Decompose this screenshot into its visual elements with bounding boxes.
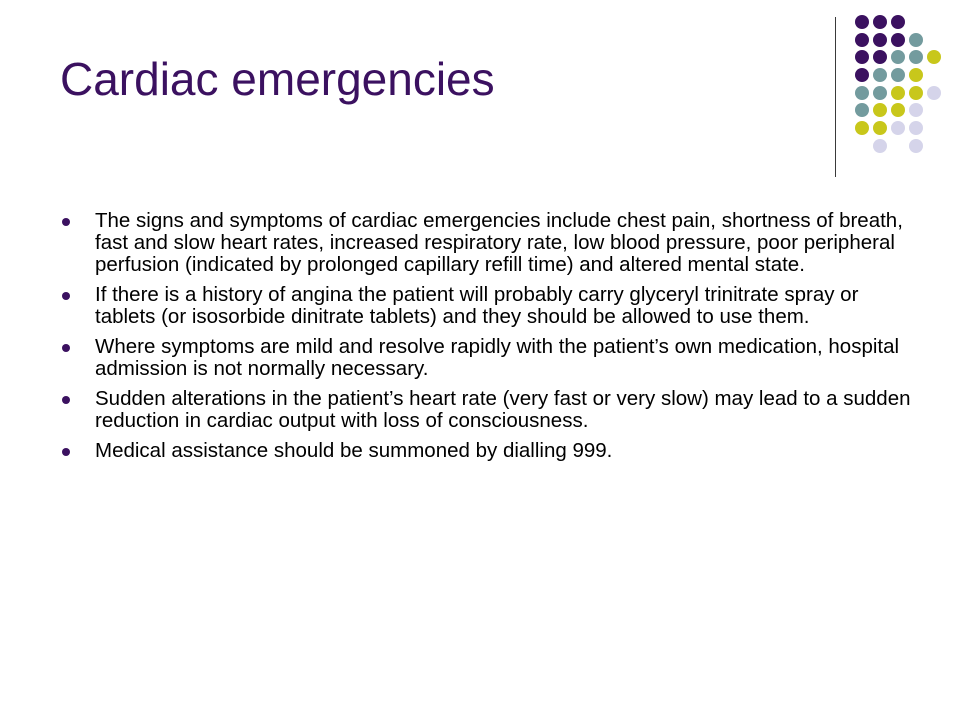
bullet-item bbox=[60, 440, 920, 462]
bullet-text: Sudden alterations in the patient’s heart rate (very fast or very slow) may lead to a sudden reduction in cardiac output with loss of consciousness. bbox=[95, 387, 911, 432]
bullet-icon bbox=[62, 218, 70, 226]
bullet-text: If there is a history of angina the patient will probably carry glyceryl trinitrate spray or tablets (or isosorbide dinitrate tablets) and they should be allowed to use them. bbox=[95, 283, 859, 328]
decorative-dot bbox=[891, 50, 905, 64]
decorative-dot bbox=[909, 121, 923, 135]
bullet-icon bbox=[62, 448, 70, 456]
decorative-dot bbox=[873, 86, 887, 100]
decorative-dot bbox=[873, 121, 887, 135]
title-divider-line bbox=[835, 17, 836, 177]
decorative-dot bbox=[909, 33, 923, 47]
decorative-dot bbox=[855, 15, 869, 29]
bullet-icon bbox=[62, 292, 70, 300]
decorative-dot bbox=[909, 86, 923, 100]
decorative-dot bbox=[891, 103, 905, 117]
decorative-dot bbox=[909, 50, 923, 64]
bullet-text: Where symptoms are mild and resolve rapidly with the patient’s own medication, hospital admission is not normally necessary. bbox=[95, 335, 900, 380]
decorative-dot bbox=[855, 68, 869, 82]
bullet-list bbox=[60, 210, 920, 470]
decorative-dot bbox=[855, 121, 869, 135]
decorative-dot bbox=[855, 86, 869, 100]
decorative-dot bbox=[891, 33, 905, 47]
decorative-dot bbox=[873, 50, 887, 64]
decorative-dot bbox=[873, 33, 887, 47]
bullet-item bbox=[60, 210, 920, 276]
decorative-dot bbox=[891, 121, 905, 135]
decorative-dot bbox=[909, 103, 923, 117]
decorative-dot bbox=[891, 86, 905, 100]
bullet-text: The signs and symptoms of cardiac emergencies include chest pain, shortness of breath, fast and slow heart rates, increased respiratory rate, low blood pressure, poor peripheral perfusion (indicated by prolonged capillary refill time) and altered mental state. bbox=[95, 209, 903, 276]
decorative-dot bbox=[927, 86, 941, 100]
decorative-dot bbox=[873, 103, 887, 117]
decorative-dot bbox=[873, 139, 887, 153]
decorative-dot bbox=[873, 68, 887, 82]
decorative-dot bbox=[909, 139, 923, 153]
decorative-dot bbox=[855, 50, 869, 64]
decorative-dot bbox=[909, 68, 923, 82]
decorative-dot bbox=[855, 33, 869, 47]
bullet-item bbox=[60, 336, 920, 380]
bullet-icon bbox=[62, 396, 70, 404]
decorative-dot bbox=[927, 50, 941, 64]
decorative-dot bbox=[891, 15, 905, 29]
slide-title: Cardiac emergencies bbox=[60, 53, 495, 105]
bullet-text: Medical assistance should be summoned by dialling 999. bbox=[95, 439, 613, 462]
decorative-dot bbox=[891, 68, 905, 82]
bullet-icon bbox=[62, 344, 70, 352]
bullet-item bbox=[60, 284, 920, 328]
decorative-dot bbox=[873, 15, 887, 29]
bullet-item bbox=[60, 388, 920, 432]
decorative-dot bbox=[855, 103, 869, 117]
